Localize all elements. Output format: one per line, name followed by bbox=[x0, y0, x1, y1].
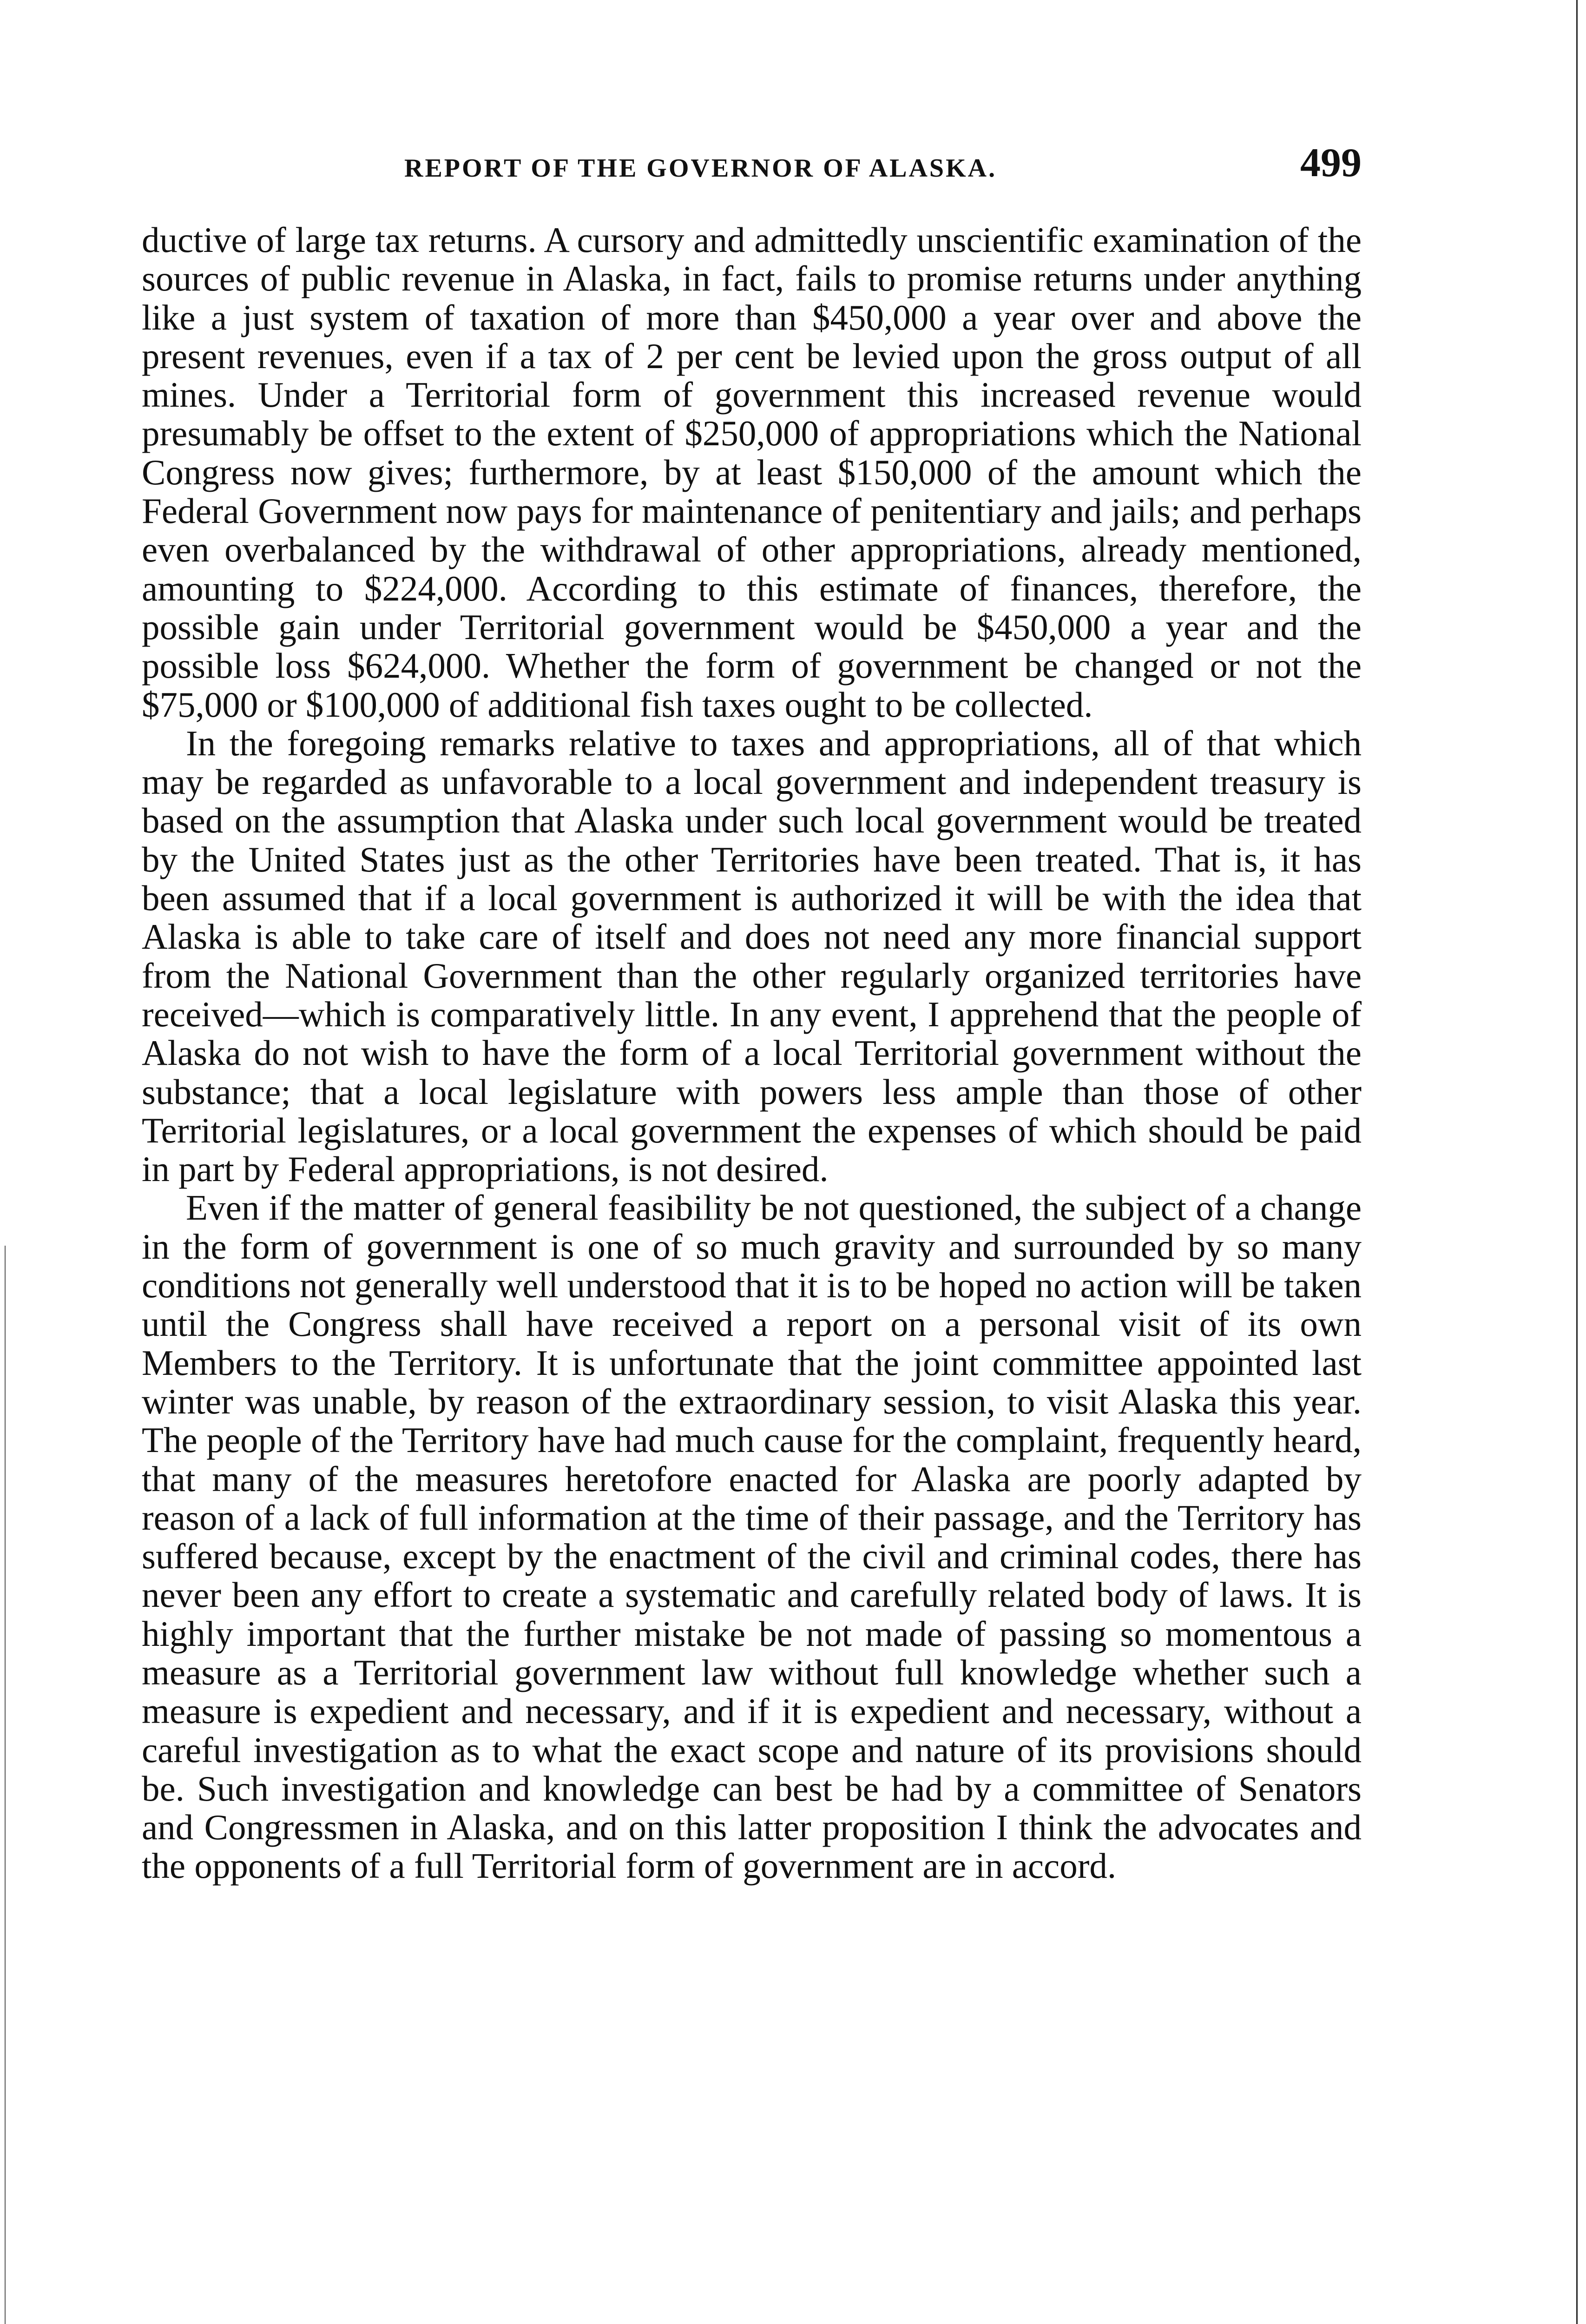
page-number: 499 bbox=[1300, 140, 1362, 185]
scan-edge-line bbox=[5, 1246, 6, 2324]
paragraph-continued: ductive of large tax returns. A cursory and admittedly unscientific examination of the sources of public revenue in Alaska, in fact, fails to promise returns under anything like a just system of taxation of more than $450,000 a year over and above the present revenues, even if a tax of 2 per cent be levied upon the gross output of all mines. Under a Territorial form of government this increased revenue would presumably be offset to the extent of $250,000 of appropriations which the National Congress now gives; furthermore, by at least $150,000 of the amount which the Federal Government now pays for maintenance of penitentiary and jails; and perhaps even overbalanced by the withdrawal of other appropriations, already mentioned, amounting to $224,000. According to this estimate of finances, therefore, the possible gain under Territorial government would be $450,000 a year and the possible loss $624,000. Whether the form of government be changed or not the $75,000 or $100,000 of additional fish taxes ought to be collected. bbox=[142, 220, 1362, 725]
page-header bbox=[139, 139, 1362, 191]
paragraph-general-feasibility: Even if the matter of general feasibility be not questioned, the subject of a change in the form of government is one of so much gravity and surrounded by so many conditions not generally well understood that it is to be hoped no action will be taken until the Congress shall have received a report on a personal visit of its own Members to the Territory. It is unfortunate that the joint committee appointed last winter was unable, by reason of the extraordinary session, to visit Alaska this year. The people of the Territory have had much cause for the complaint, frequently heard, that many of the measures heretofore enacted for Alaska are poorly adapted by reason of a lack of full information at the time of their passage, and the Territory has suffered because, except by the enactment of the civil and criminal codes, there has never been any effort to create a systematic and carefully related body of laws. It is highly important that the further mistake be not made of passing so momentous a measure as a Territorial government law without full knowledge whether such a measure is expedient and necessary, and if it is expedient and necessary, without a careful investigation as to what the exact scope and nature of its provisions should be. Such investigation and knowledge can best be had by a committee of Senators and Congressmen in Alaska, and on this latter proposition I think the advocates and the opponents of a full Territorial form of government are in accord. bbox=[142, 1188, 1362, 1886]
page-edge-line bbox=[1576, 0, 1578, 2324]
body-text bbox=[142, 221, 1362, 1886]
running-head: REPORT OF THE GOVERNOR OF ALASKA. bbox=[404, 154, 997, 183]
paragraph-taxes-appropriations: In the foregoing remarks relative to taxes and appropriations, all of that which may be regarded as unfavorable to a local government and independent treasury is based on the assumption that Alaska under such local government would be treated by the United States just as the other Territories have been treated. That is, it has been assumed that if a local government is authorized it will be with the idea that Alaska is able to take care of itself and does not need any more financial support from the National Government than the other regularly organized territories have received—which is comparatively little. In any event, I apprehend that the people of Alaska do not wish to have the form of a local Territorial government without the substance; that a local legislature with powers less ample than those of other Territorial legislatures, or a local government the expenses of which should be paid in part by Federal appropriations, is not desired. bbox=[142, 723, 1362, 1189]
